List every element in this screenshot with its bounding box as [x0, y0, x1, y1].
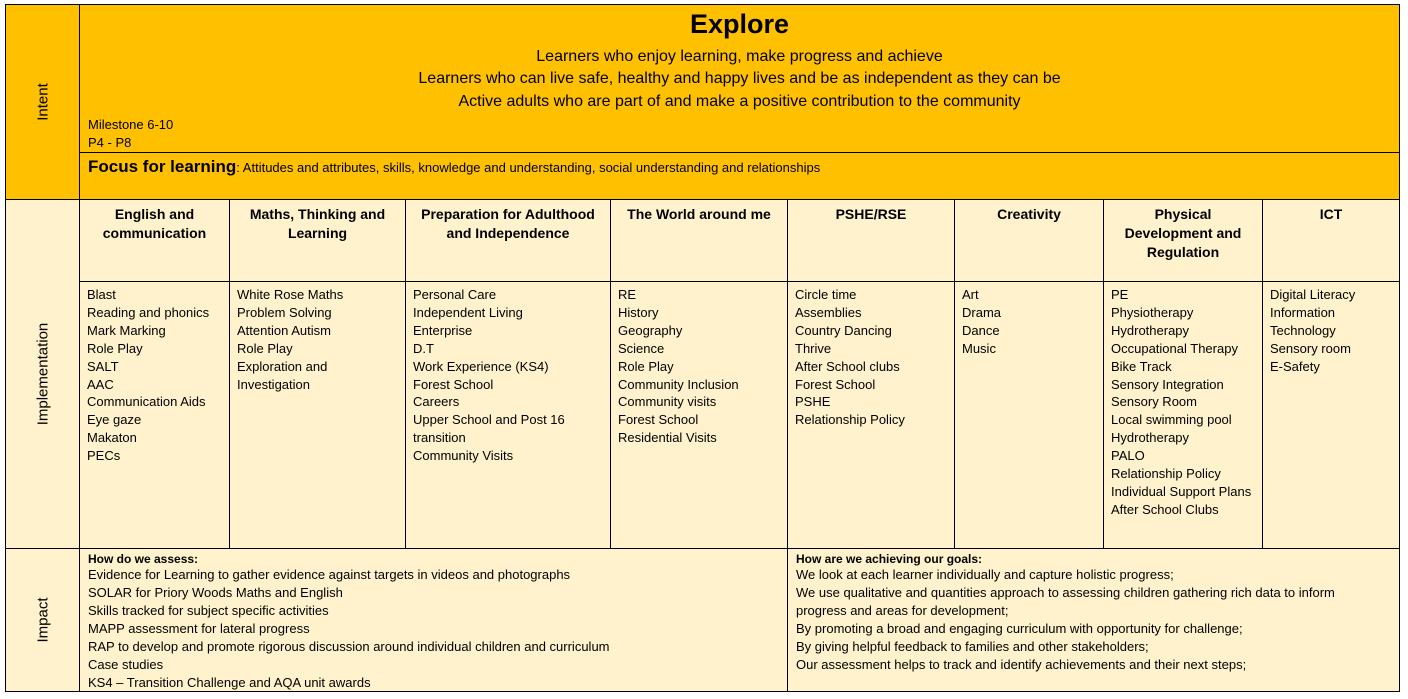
- impact-row: [5, 548, 1400, 692]
- list-item: After School Clubs: [1111, 501, 1219, 517]
- list-item: Thrive: [795, 340, 832, 356]
- list-item: Exploration and: [237, 358, 328, 374]
- column-heading: The World around me: [611, 200, 787, 282]
- intent-side-label: Intent: [6, 5, 80, 199]
- column-items: [80, 282, 229, 465]
- list-item: Digital Literacy: [1270, 287, 1356, 302]
- list-item: Role Play: [618, 358, 674, 374]
- column-heading: Preparation for Adulthood and Independence: [406, 200, 610, 282]
- intent-row: [5, 4, 1400, 200]
- column-heading: English and communication: [80, 200, 229, 282]
- list-item: Makaton: [87, 430, 137, 446]
- list-item: SOLAR for Priory Woods Maths and English: [88, 585, 343, 600]
- aim-2: Learners who can live safe, healthy and happy lives and be as independent as they can be: [418, 70, 1061, 87]
- list-item: Personal Care: [413, 287, 497, 302]
- list-item: Communication Aids: [87, 394, 206, 410]
- list-item: Country Dancing: [795, 322, 892, 338]
- goals-heading: How are we achieving our goals:: [796, 552, 983, 566]
- list-item: Drama: [962, 304, 1002, 320]
- list-item: Forest School: [413, 376, 494, 392]
- focus-for-learning: [88, 157, 820, 177]
- implementation-side-label: Implementation: [6, 200, 80, 548]
- list-item: Music: [962, 340, 996, 356]
- column-heading: Maths, Thinking and Learning: [230, 200, 405, 282]
- list-item: Sensory Integration: [1111, 376, 1224, 392]
- list-item: Residential Visits: [618, 430, 717, 446]
- list-item: We look at each learner individually and capture holistic progress;: [796, 567, 1174, 582]
- list-item: Independent Living: [413, 304, 523, 320]
- list-item: Blast: [87, 287, 116, 302]
- column-creativity: [955, 200, 1104, 548]
- list-item: PALO: [1111, 448, 1145, 464]
- column-heading: Creativity: [955, 200, 1103, 282]
- list-item: Role Play: [237, 340, 293, 356]
- column-english: [80, 200, 230, 548]
- list-item: Dance: [962, 322, 1000, 338]
- list-item: Relationship Policy: [795, 412, 905, 428]
- list-item: Occupational Therapy: [1111, 340, 1238, 356]
- list-item: We use qualitative and quantities approach to assessing children gathering rich data to inform: [796, 585, 1335, 600]
- list-item: Work Experience (KS4): [413, 358, 549, 374]
- list-item: Our assessment helps to track and identify achievements and their next steps;: [796, 657, 1247, 672]
- list-item: Geography: [618, 322, 683, 338]
- assessment-heading: How do we assess:: [88, 552, 199, 566]
- list-item: Mark Marking: [87, 322, 166, 338]
- list-item: Skills tracked for subject specific activities: [88, 603, 329, 618]
- column-items: [788, 282, 954, 429]
- list-item: Evidence for Learning to gather evidence against targets in videos and photographs: [88, 567, 571, 582]
- intent-header: [80, 5, 1399, 153]
- list-item: Community visits: [618, 394, 717, 410]
- curriculum-table: [5, 4, 1400, 692]
- column-maths: [230, 200, 406, 548]
- list-item: Local swimming pool: [1111, 412, 1232, 428]
- list-item: Technology: [1270, 322, 1336, 338]
- list-item: By promoting a broad and engaging curriculum with opportunity for challenge;: [796, 621, 1243, 636]
- milestone-label: Milestone 6-10: [88, 117, 174, 132]
- list-item: Role Play: [87, 340, 143, 356]
- page-title: Explore: [689, 9, 790, 39]
- column-items: [611, 282, 787, 447]
- column-heading: ICT: [1263, 200, 1399, 282]
- list-item: White Rose Maths: [237, 287, 344, 302]
- column-items: [1263, 282, 1399, 376]
- list-item: Sensory room: [1270, 340, 1351, 356]
- list-item: Science: [618, 340, 665, 356]
- implementation-row: [5, 200, 1400, 548]
- list-item: Case studies: [88, 657, 164, 672]
- column-world: [611, 200, 788, 548]
- column-items: [955, 282, 1103, 358]
- column-adulthood: [406, 200, 611, 548]
- list-item: PE: [1111, 287, 1129, 302]
- levels-label: P4 - P8: [88, 135, 132, 150]
- list-item: PSHE: [795, 394, 831, 410]
- list-item: Hydrotherapy: [1111, 322, 1190, 338]
- aim-1: Learners who enjoy learning, make progress and achieve: [536, 48, 943, 65]
- list-item: E-Safety: [1270, 358, 1320, 374]
- goals-list: [796, 566, 1399, 674]
- list-item: Upper School and Post 16: [413, 412, 565, 428]
- list-item: Eye gaze: [87, 412, 142, 428]
- list-item: Sensory Room: [1111, 394, 1197, 410]
- list-item: Enterprise: [413, 322, 473, 338]
- list-item: Physiotherapy: [1111, 304, 1194, 320]
- list-item: PECs: [87, 448, 121, 464]
- list-item: KS4 – Transition Challenge and AQA unit awards: [88, 675, 371, 690]
- list-item: RAP to develop and promote rigorous discussion around individual children and curriculum: [88, 639, 610, 654]
- assessment-list: [88, 566, 787, 692]
- list-item: MAPP assessment for lateral progress: [88, 621, 310, 636]
- list-item: transition: [413, 430, 466, 446]
- list-item: By giving helpful feedback to families and other stakeholders;: [796, 639, 1149, 654]
- list-item: D.T: [413, 340, 434, 356]
- list-item: SALT: [87, 358, 119, 374]
- goals-section: [788, 549, 1399, 691]
- column-items: [1104, 282, 1262, 519]
- list-item: Forest School: [795, 376, 876, 392]
- focus-text: : Attitudes and attributes, skills, knowledge and understanding, social understanding and relationships: [236, 160, 821, 175]
- list-item: Attention Autism: [237, 322, 331, 338]
- list-item: Circle time: [795, 287, 857, 302]
- list-item: Community Visits: [413, 448, 514, 464]
- assessment-section: [80, 549, 788, 691]
- list-item: Bike Track: [1111, 358, 1172, 374]
- list-item: Problem Solving: [237, 304, 332, 320]
- focus-label: Focus for learning: [88, 157, 237, 176]
- impact-side-label: Impact: [6, 549, 80, 691]
- list-item: Forest School: [618, 412, 699, 428]
- list-item: Community Inclusion: [618, 376, 739, 392]
- list-item: Art: [962, 287, 979, 302]
- list-item: Individual Support Plans: [1111, 483, 1252, 499]
- list-item: Investigation: [237, 376, 310, 392]
- list-item: Relationship Policy: [1111, 466, 1221, 482]
- column-heading: PSHE/RSE: [788, 200, 954, 282]
- column-ict: [1263, 200, 1399, 548]
- list-item: After School clubs: [795, 358, 900, 374]
- list-item: Assemblies: [795, 304, 862, 320]
- list-item: Careers: [413, 394, 460, 410]
- column-heading: Physical Development and Regulation: [1104, 200, 1262, 282]
- column-items: [230, 282, 405, 393]
- list-item: Reading and phonics: [87, 304, 210, 320]
- column-items: [406, 282, 610, 465]
- column-physical: [1104, 200, 1263, 548]
- list-item: progress and areas for development;: [796, 603, 1009, 618]
- aim-3: Active adults who are part of and make a positive contribution to the community: [458, 93, 1021, 110]
- list-item: Information: [1270, 304, 1336, 320]
- list-item: AAC: [87, 376, 114, 392]
- column-pshe: [788, 200, 955, 548]
- list-item: History: [618, 304, 659, 320]
- list-item: Hydrotherapy: [1111, 430, 1190, 446]
- list-item: RE: [618, 287, 637, 302]
